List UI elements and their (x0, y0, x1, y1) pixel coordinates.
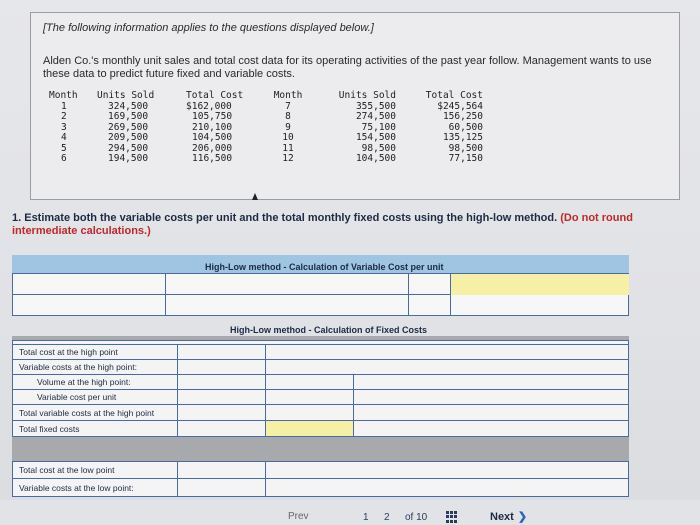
fc-row-label: Volume at the high point: (13, 375, 178, 389)
header-month: Month (49, 90, 78, 101)
info-text: Alden Co.'s monthly unit sales and total cost data for its operating activities of the past year follow. Management wants to use these data to predict future fixed and variable costs. (43, 55, 652, 80)
question-note: (Do not round intermediate calculations.) (12, 212, 633, 237)
cell-units: 169,500 (108, 111, 149, 122)
cell-month: 5 (61, 142, 67, 154)
cell-cost: 105,750 (192, 111, 233, 122)
fixed-cost-title: High-Low method - Calculation of Fixed Costs (230, 325, 427, 335)
page-2-link[interactable]: 2 (384, 512, 390, 523)
cell-cost: 77,150 (448, 153, 483, 164)
header-units-sold: Units Sold (97, 90, 155, 101)
vc-answer-input[interactable] (451, 274, 629, 296)
fc-row (12, 461, 629, 479)
fc-row-label: Variable costs at the low point: (13, 479, 178, 496)
fc-row (12, 375, 629, 390)
fc-row-label: Total cost at the low point (13, 462, 178, 478)
page-count: of 10 (405, 512, 428, 523)
col-units-right (326, 91, 396, 165)
chevron-right-icon: ❯ (517, 511, 528, 523)
fc-row-label: Total cost at the high point (13, 345, 178, 359)
col-cost-left (186, 91, 243, 165)
variable-cost-title: High-Low method - Calculation of Variable Cost per unit (205, 262, 444, 272)
header-month: Month (273, 90, 303, 101)
cell-units: 154,500 (355, 132, 396, 143)
fc-row-label: Variable costs at the high point: (13, 360, 178, 374)
cell-month: 11 (282, 142, 294, 154)
vc-label-input[interactable] (13, 295, 166, 316)
col-month-left (49, 91, 78, 165)
next-label: Next (490, 511, 514, 523)
cell-units: 194,500 (108, 153, 149, 164)
vc-input[interactable] (451, 295, 629, 316)
grid-icon[interactable] (446, 511, 458, 523)
variable-cost-row (12, 273, 629, 295)
cell-cost: 60,500 (448, 121, 483, 133)
fc-row (12, 360, 629, 375)
cell-units: 98,500 (361, 142, 396, 154)
fc-input[interactable] (178, 345, 266, 359)
col-units-left (97, 91, 154, 165)
info-header: [The following information applies to the questions displayed below.] (43, 22, 374, 34)
fc-row (12, 421, 629, 437)
fc-input[interactable] (266, 405, 354, 420)
header-total-cost: Total Cost (425, 90, 483, 101)
fc-row (12, 390, 629, 405)
cell-units: 209,500 (108, 132, 149, 143)
fc-input[interactable] (178, 462, 266, 478)
col-cost-right (411, 91, 483, 165)
fc-row (12, 345, 629, 360)
fixed-costs-answer-input[interactable] (266, 421, 354, 436)
cell-cost: 98,500 (448, 142, 483, 154)
vc-input[interactable] (409, 295, 451, 316)
cell-units: 269,500 (108, 121, 149, 133)
fc-input[interactable] (266, 375, 354, 389)
page-1-link[interactable]: 1 (363, 512, 369, 523)
cell-month: 1 (61, 100, 67, 112)
cell-month: 3 (61, 121, 67, 133)
question-main: 1. Estimate both the variable costs per unit and the total monthly fixed costs using the high-low method. (12, 212, 558, 224)
fc-row (12, 405, 629, 421)
fc-input[interactable] (178, 390, 266, 404)
header-total-cost: Total Cost (186, 90, 244, 101)
cell-units: 75,100 (361, 121, 396, 133)
fc-input[interactable] (178, 360, 266, 374)
cell-cost: $245,564 (437, 100, 483, 112)
next-button[interactable] (490, 510, 527, 523)
info-panel (30, 12, 680, 200)
fc-row (12, 479, 629, 497)
fc-input[interactable] (178, 479, 266, 496)
cell-month: 12 (282, 153, 294, 164)
prev-button[interactable]: Prev (288, 511, 309, 522)
fc-input[interactable] (266, 345, 629, 359)
cell-units: 274,500 (355, 111, 396, 122)
fc-input[interactable] (178, 375, 266, 389)
question-text (12, 212, 692, 238)
variable-cost-row (12, 295, 629, 316)
cell-month: 7 (285, 100, 291, 112)
cell-month: 10 (282, 132, 294, 143)
cell-cost: $162,000 (186, 100, 232, 112)
fc-row-label: Variable cost per unit (13, 390, 178, 404)
fc-input[interactable] (266, 390, 354, 404)
col-month-right (269, 91, 307, 165)
cell-units: 355,500 (355, 100, 396, 112)
header-units-sold: Units Sold (338, 90, 396, 101)
cell-cost: 156,250 (442, 111, 483, 122)
bottom-nav (0, 500, 700, 525)
fc-input[interactable] (266, 462, 629, 478)
cell-month: 4 (61, 132, 67, 143)
cell-cost: 210,100 (192, 121, 233, 133)
vc-input[interactable] (166, 274, 409, 296)
fixed-table-mid-band (12, 437, 629, 461)
cell-units: 324,500 (108, 100, 149, 112)
cell-units: 104,500 (355, 153, 396, 164)
cell-cost: 135,125 (442, 132, 483, 143)
vc-label-input[interactable] (13, 274, 166, 296)
cell-units: 294,500 (108, 142, 149, 154)
cell-cost: 206,000 (192, 142, 233, 154)
fc-input[interactable] (178, 405, 266, 420)
vc-input[interactable] (409, 274, 451, 296)
fc-input[interactable] (178, 421, 266, 436)
cell-month: 8 (285, 111, 291, 122)
cell-month: 9 (285, 121, 291, 133)
cell-month: 6 (61, 153, 67, 164)
fc-row-label: Total fixed costs (13, 421, 178, 436)
cell-cost: 104,500 (192, 132, 233, 143)
fc-row-label: Total variable costs at the high point (13, 405, 178, 420)
vc-input[interactable] (166, 295, 409, 316)
cell-month: 2 (61, 111, 67, 122)
mouse-cursor-icon (252, 193, 258, 200)
cell-cost: 116,500 (192, 153, 233, 164)
